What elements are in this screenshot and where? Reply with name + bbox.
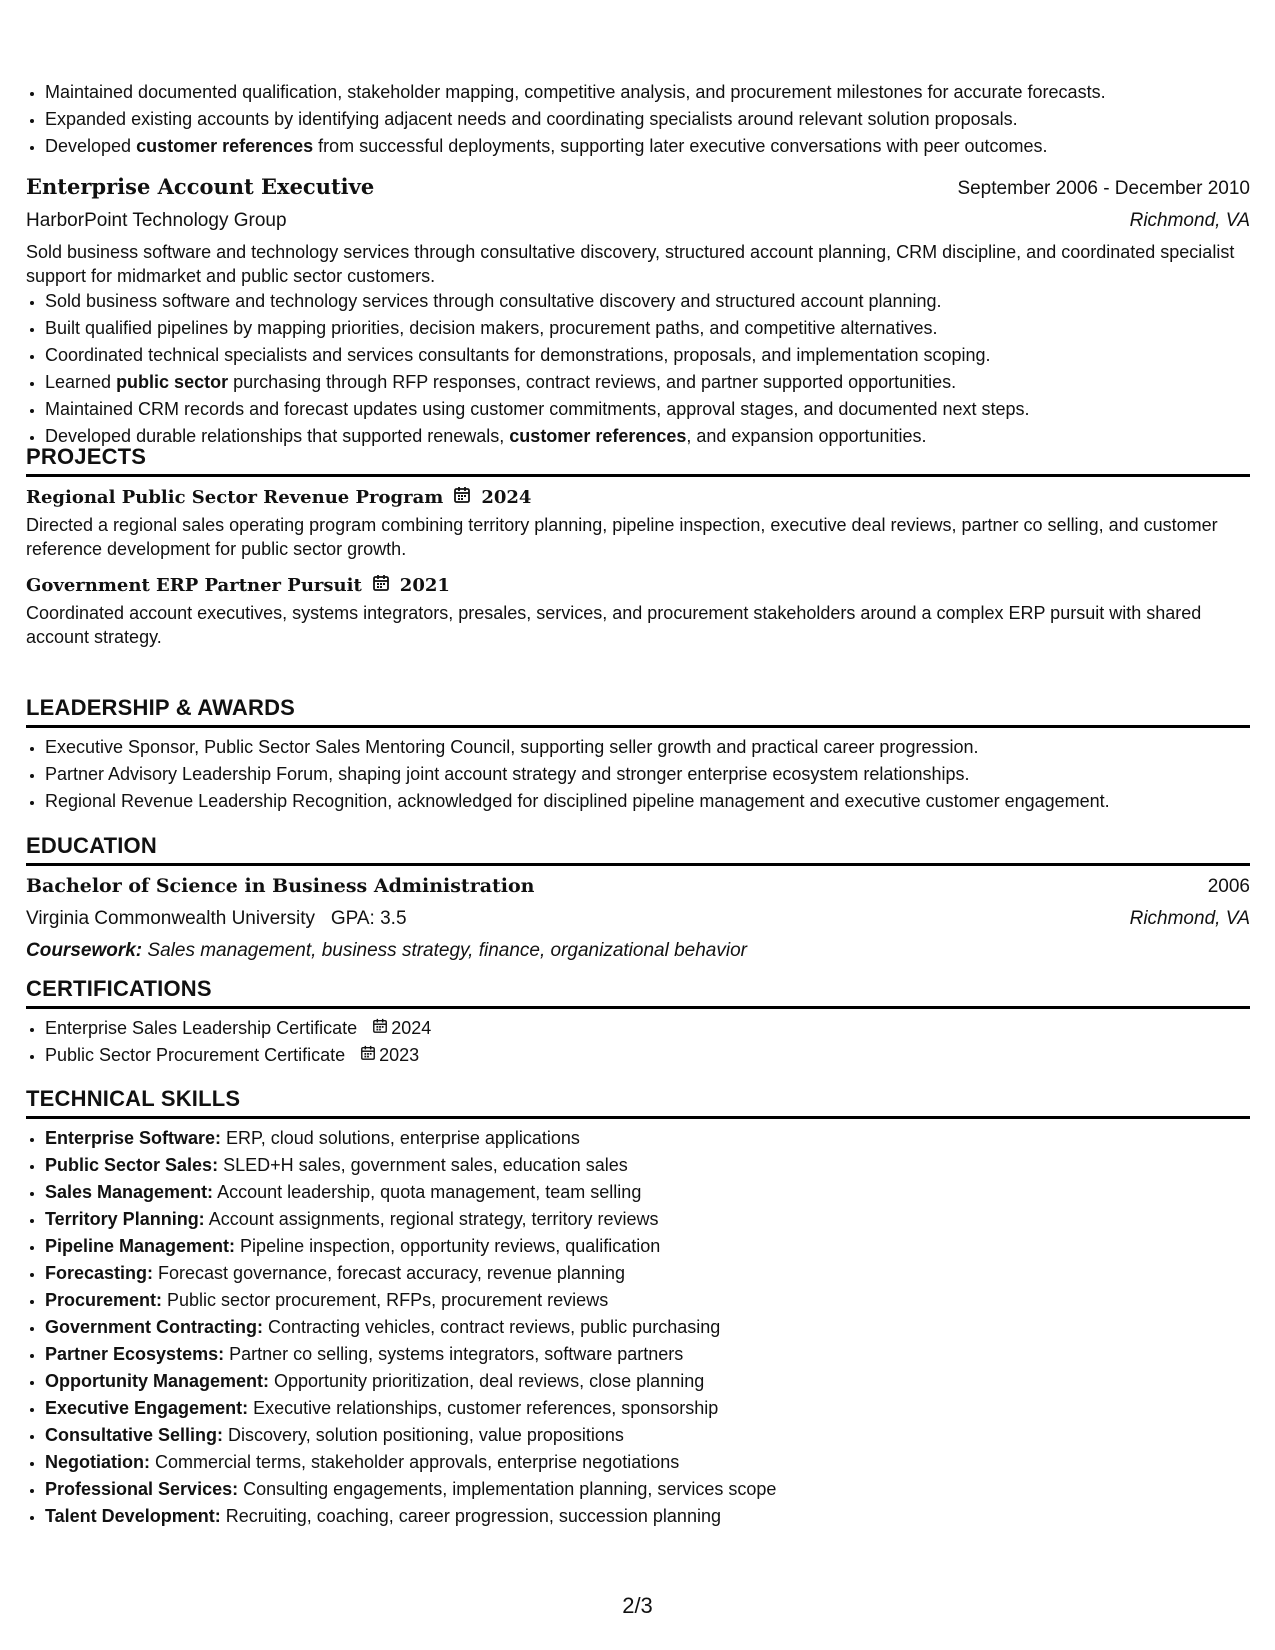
school-location: Richmond, VA	[1129, 908, 1250, 929]
certifications-section	[26, 975, 1250, 1069]
calendar-icon	[372, 573, 390, 599]
skill-item: • Public Sector Sales: SLED+H sales, government sales, education sales	[45, 1152, 1250, 1179]
degree-title: Bachelor of Science in Business Administration	[26, 875, 535, 897]
bullet-item: • Developed durable relationships that supported renewals, customer references, and expansion opportunities.	[45, 423, 1250, 450]
section-heading: PROJECTS	[26, 443, 1250, 477]
job-title: Enterprise Account Executive	[26, 174, 375, 199]
project-description: Coordinated account executives, systems integrators, presales, services, and procurement stakeholders around a complex ERP pursuit with shared account strategy.	[26, 603, 1202, 647]
page-number: 2/3	[622, 1593, 653, 1618]
project-item	[26, 485, 1250, 561]
skill-item: • Partner Ecosystems: Partner co selling, systems integrators, software partners	[45, 1341, 1250, 1368]
skill-item: • Territory Planning: Account assignments, regional strategy, territory reviews	[45, 1206, 1250, 1233]
certificate-name: Enterprise Sales Leadership Certificate	[45, 1018, 358, 1038]
graduation-year: 2006	[1207, 876, 1250, 897]
skill-item: • Sales Management: Account leadership, quota management, team selling	[45, 1179, 1250, 1206]
previous-job-bullets	[26, 79, 1269, 160]
section-heading: CERTIFICATIONS	[26, 975, 1250, 1009]
certificate-name: Public Sector Procurement Certificate	[45, 1045, 346, 1065]
projects-section	[26, 443, 1250, 649]
school-name: Virginia Commonwealth University	[26, 908, 315, 929]
section-heading: EDUCATION	[26, 832, 1250, 866]
list-item	[45, 1015, 1250, 1042]
job-summary: Sold business software and technology services through consultative discovery, structured account planning, CRM discipline, and coordinated specialist support for midmarket and public sector customers.	[26, 242, 1235, 286]
bullet-item: • Maintained CRM records and forecast updates using customer commitments, approval stages, and documented next steps.	[45, 396, 1250, 423]
skill-item: • Professional Services: Consulting engagements, implementation planning, services scope	[45, 1476, 1250, 1503]
education-section	[26, 832, 1250, 966]
bullet-item: • Maintained documented qualification, stakeholder mapping, competitive analysis, and procurement milestones for accurate forecasts.	[45, 79, 1269, 106]
list-item: • Partner Advisory Leadership Forum, shaping joint account strategy and stronger enterprise ecosystem relationships.	[45, 761, 1250, 788]
list-item: • Regional Revenue Leadership Recognition, acknowledged for disciplined pipeline management and executive customer engagement.	[45, 788, 1250, 815]
bullet-item: • Coordinated technical specialists and services consultants for demonstrations, proposals, and implementation scoping.	[45, 342, 1250, 369]
skill-item: • Consultative Selling: Discovery, solution positioning, value propositions	[45, 1422, 1250, 1449]
skill-item: • Procurement: Public sector procurement, RFPs, procurement reviews	[45, 1287, 1250, 1314]
gpa: GPA: 3.5	[330, 908, 407, 929]
job-entry	[26, 172, 1250, 450]
bullet-item: • Expanded existing accounts by identifying adjacent needs and coordinating specialists around relevant solution proposals.	[45, 106, 1269, 133]
coursework-value: Sales management, business strategy, finance, organizational behavior	[147, 940, 747, 961]
skill-item: • Talent Development: Recruiting, coaching, career progression, succession planning	[45, 1503, 1250, 1530]
calendar-icon	[360, 1042, 376, 1069]
project-title: Regional Public Sector Revenue Program	[26, 487, 444, 508]
section-heading: TECHNICAL SKILLS	[26, 1085, 1250, 1119]
leadership-list	[26, 734, 1250, 815]
certificate-year: 2024	[391, 1018, 432, 1038]
bullet-item: • Built qualified pipelines by mapping priorities, decision makers, procurement paths, and competitive alternatives.	[45, 315, 1250, 342]
bullet-item: • Developed customer references from successful deployments, supporting later executive conversations with peer outcomes.	[45, 133, 1269, 160]
bullet-item: • Sold business software and technology services through consultative discovery and structured account planning.	[45, 288, 1250, 315]
skill-item: • Pipeline Management: Pipeline inspection, opportunity reviews, qualification	[45, 1233, 1250, 1260]
skill-item: • Forecasting: Forecast governance, forecast accuracy, revenue planning	[45, 1260, 1250, 1287]
project-description: Directed a regional sales operating program combining territory planning, pipeline inspection, executive deal reviews, partner co selling, and customer reference development for public sector growth.	[26, 515, 1218, 559]
bullet-item: • Learned public sector purchasing through RFP responses, contract reviews, and partner supported opportunities.	[45, 369, 1250, 396]
job-bullets	[26, 288, 1250, 450]
section-heading: LEADERSHIP & AWARDS	[26, 694, 1250, 728]
leadership-section	[26, 694, 1250, 815]
list-item	[45, 1042, 1250, 1069]
skill-item: • Executive Engagement: Executive relationships, customer references, sponsorship	[45, 1395, 1250, 1422]
skill-item: • Negotiation: Commercial terms, stakeholder approvals, enterprise negotiations	[45, 1449, 1250, 1476]
skills-list	[26, 1125, 1250, 1530]
job-location: Richmond, VA	[1129, 210, 1250, 231]
calendar-icon	[372, 1015, 388, 1042]
list-item: • Executive Sponsor, Public Sector Sales Mentoring Council, supporting seller growth and practical career progression.	[45, 734, 1250, 761]
company-name: HarborPoint Technology Group	[26, 210, 287, 231]
skill-item: • Opportunity Management: Opportunity prioritization, deal reviews, close planning	[45, 1368, 1250, 1395]
skill-item: • Enterprise Software: ERP, cloud solutions, enterprise applications	[45, 1125, 1250, 1152]
calendar-icon	[453, 485, 471, 511]
project-item	[26, 573, 1250, 649]
job-dates: September 2006 - December 2010	[957, 178, 1250, 199]
project-title: Government ERP Partner Pursuit	[26, 575, 362, 596]
certificate-year: 2023	[379, 1045, 420, 1065]
coursework	[26, 936, 1250, 966]
project-year: 2024	[481, 487, 532, 508]
skill-item: • Government Contracting: Contracting vehicles, contract reviews, public purchasing	[45, 1314, 1250, 1341]
project-year: 2021	[399, 575, 450, 596]
certifications-list	[26, 1015, 1250, 1069]
skills-section	[26, 1085, 1250, 1530]
coursework-label: Coursework:	[26, 940, 143, 961]
